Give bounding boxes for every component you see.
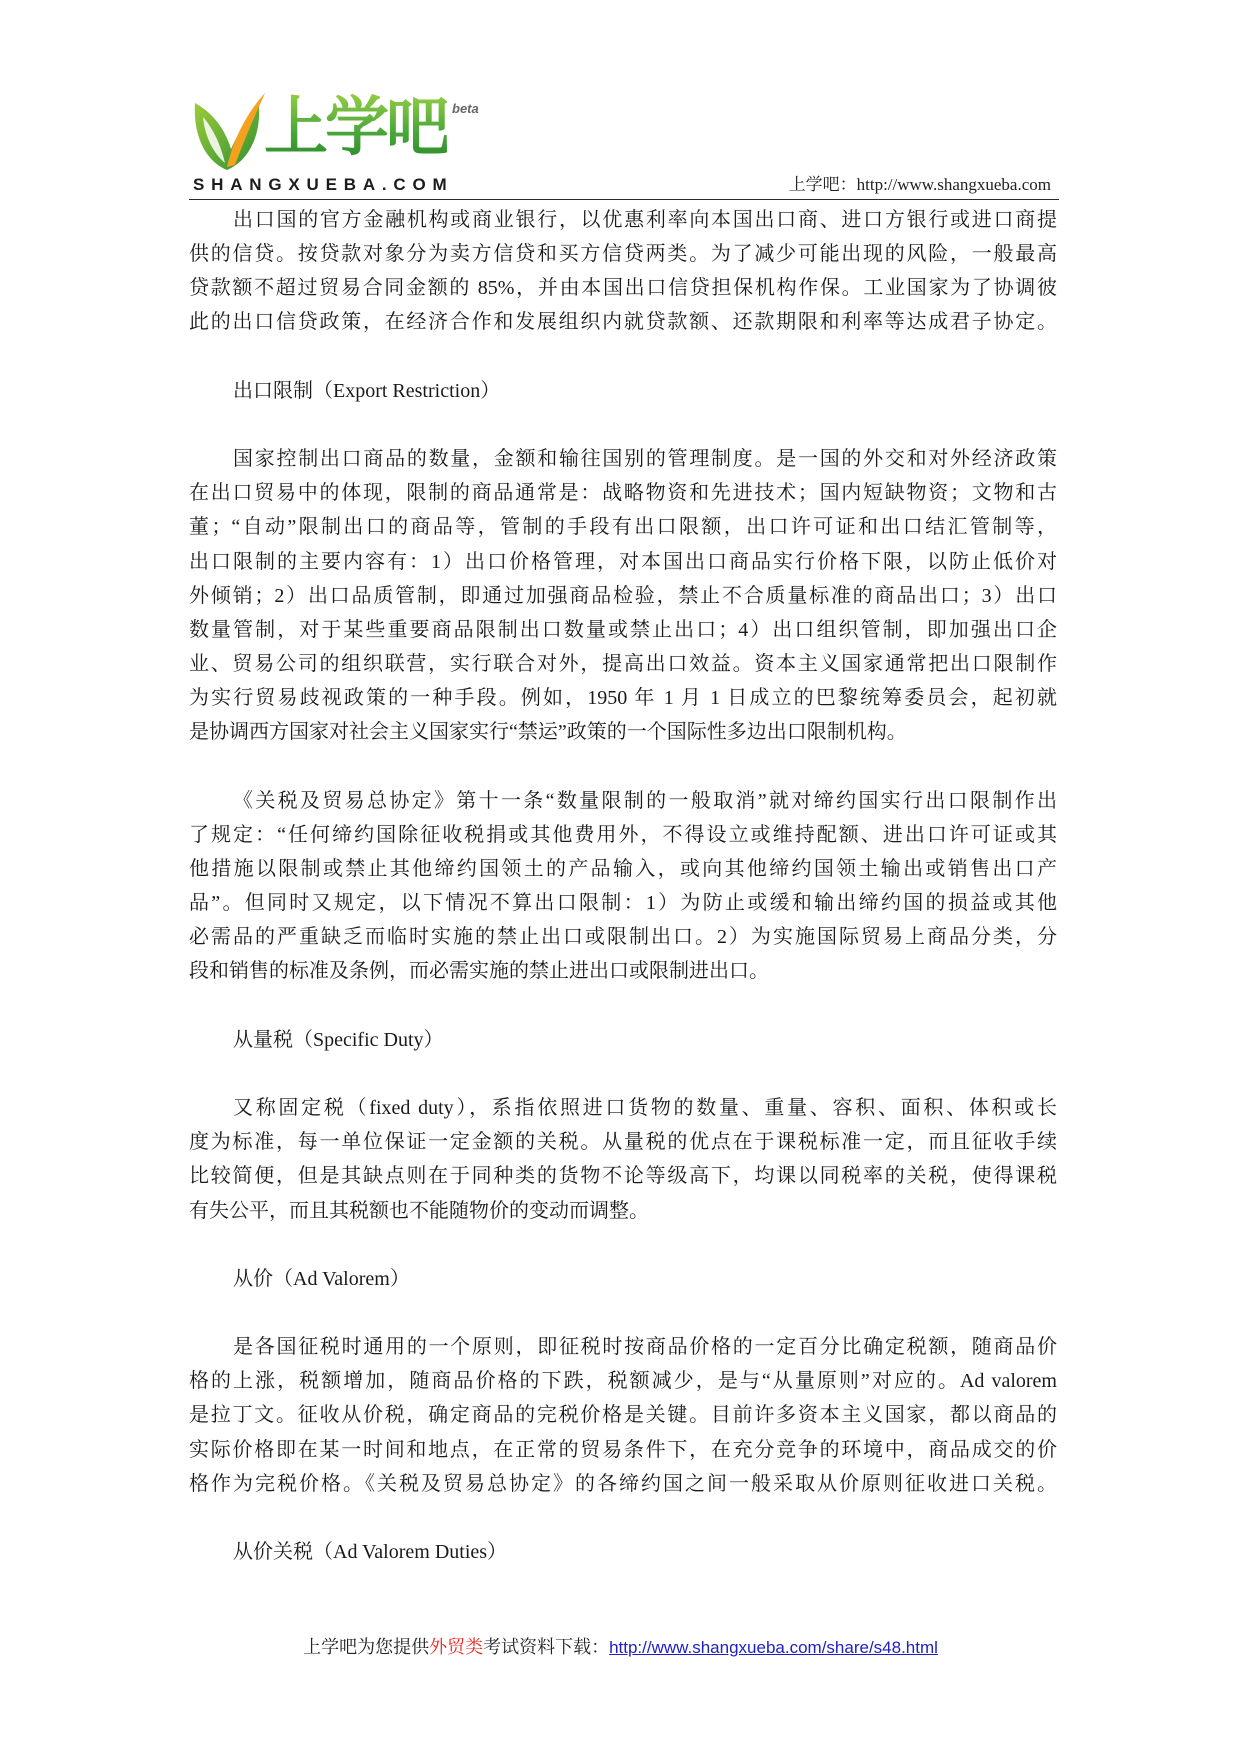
paragraph-line: 是协调西方国家对社会主义国家实行“禁运”政策的一个国际性多边出口限制机构。 xyxy=(189,721,907,744)
paragraph-line: 必需品的严重缺乏而临时实施的禁止出口或限制出口。2）为实施国际贸易上商品分类，分 xyxy=(189,926,1057,949)
paragraph-line: 比较简便，但是其缺点则在于同种类的货物不论等级高下，均课以同税率的关税，使得课税 xyxy=(189,1165,1057,1188)
section-heading: 出口限制（Export Restriction） xyxy=(233,379,501,402)
download-link[interactable]: http://www.shangxueba.com/share/s48.html xyxy=(609,1638,938,1657)
leaf-logo-icon xyxy=(191,91,267,171)
paragraph-line: 是拉丁文。征收从价税，确定商品的完税价格是关键。目前许多资本主义国家，都以商品的 xyxy=(189,1404,1057,1427)
paragraph-line: 实际价格即在某一时间和地点，在正常的贸易条件下，在充分竞争的环境中，商品成交的价 xyxy=(189,1438,1057,1461)
section-specific-duty xyxy=(189,1023,1057,1228)
footer-suffix: 考试资料下载： xyxy=(483,1637,610,1657)
section-export-restriction xyxy=(189,374,1057,989)
paragraph-line: 了规定：“任何缔约国除征收税捐或其他费用外，不得设立或维持配额、进出口许可证或其 xyxy=(189,823,1057,846)
section-heading: 从价（Ad Valorem） xyxy=(233,1267,410,1290)
logo-wordmark: 上学吧 xyxy=(264,91,447,165)
paragraph-line: 是各国征税时通用的一个原则，即征税时按商品价格的一定百分比确定税额，随商品价 xyxy=(233,1336,1057,1359)
paragraph-line: 度为标准，每一单位保证一定金额的关税。从量税的优点在于课税标准一定，而且征收手续 xyxy=(189,1131,1057,1154)
paragraph xyxy=(189,442,1057,749)
paragraph-line: 国家控制出口商品的数量，金额和输往国别的管理制度。是一国的外交和对外经济政策 xyxy=(233,448,1057,471)
paragraph-line: 外倾销；2）出口品质管制，即通过加强商品检验，禁止不合质量标准的商品出口；3）出口 xyxy=(189,584,1057,607)
section-ad-valorem-duties xyxy=(189,1535,1057,1569)
paragraph xyxy=(189,1330,1057,1501)
logo-domain: SHANGXUEBA.COM xyxy=(193,175,454,194)
header-divider xyxy=(189,199,1059,200)
beta-badge: beta xyxy=(452,101,479,116)
footer-category: 外贸类 xyxy=(429,1637,484,1657)
paragraph-line: 他措施以限制或禁止其他缔约国领土的产品输入，或向其他缔约国领土输出或销售出口产 xyxy=(189,857,1057,880)
paragraph-line: 又称固定税（fixed duty），系指依照进口货物的数量、重量、容积、面积、体积或长 xyxy=(233,1097,1057,1120)
article-body xyxy=(189,203,1057,1569)
paragraph-line: 数量管制，对于某些重要商品限制出口数量或禁止出口；4）出口组织管制，即加强出口企 xyxy=(189,618,1057,641)
paragraph-line: 段和销售的标准及条例，而必需实施的禁止进出口或限制进出口。 xyxy=(189,960,769,983)
paragraph-line: 为实行贸易歧视政策的一种手段。例如，1950 年 1 月 1 日成立的巴黎统筹委员会，起初就 xyxy=(189,687,1057,710)
paragraph-line: 出口限制的主要内容有：1）出口价格管理，对本国出口商品实行价格下限，以防止低价对 xyxy=(189,550,1057,573)
section-heading: 从量税（Specific Duty） xyxy=(233,1028,444,1051)
paragraph-line: 此的出口信贷政策，在经济合作和发展组织内就贷款额、还款期限和利率等达成君子协定。 xyxy=(189,311,1057,334)
paragraph xyxy=(189,784,1057,989)
paragraph-line: 有失公平，而且其税额也不能随物价的变动而调整。 xyxy=(189,1199,649,1222)
paragraph-line: 供的信贷。按贷款对象分为卖方信贷和买方信贷两类。为了减少可能出现的风险，一般最高 xyxy=(189,243,1057,266)
paragraph-line: 在出口贸易中的体现，限制的商品通常是：战略物资和先进技术；国内短缺物资；文物和古 xyxy=(189,482,1057,505)
site-logo xyxy=(0,0,520,200)
paragraph-line: 格的上涨，税额增加，随商品价格的下跌，税额减少，是与“从量原则”对应的。Ad valorem xyxy=(189,1370,1057,1393)
footer-prefix: 上学吧为您提供 xyxy=(303,1637,430,1657)
paragraph-line: 业、贸易公司的组织联营，实行联合对外，提高出口效益。资本主义国家通常把出口限制作 xyxy=(189,653,1057,676)
paragraph-intro xyxy=(189,203,1057,340)
section-heading: 从价关税（Ad Valorem Duties） xyxy=(233,1541,508,1564)
paragraph-line: 贷款额不超过贸易合同金额的 85%，并由本国出口信贷担保机构作保。工业国家为了协调彼 xyxy=(189,277,1057,300)
paragraph-line: 董；“自动”限制出口的商品等，管制的手段有出口限额，出口许可证和出口结汇管制等， xyxy=(189,516,1057,539)
paragraph-line: 品”。但同时又规定，以下情况不算出口限制：1）为防止或缓和输出缔约国的损益或其他 xyxy=(189,892,1057,915)
paragraph-line: 《关税及贸易总协定》第十一条“数量限制的一般取消”就对缔约国实行出口限制作出 xyxy=(233,789,1057,812)
section-ad-valorem xyxy=(189,1262,1057,1501)
page-footer xyxy=(0,1636,1241,1659)
paragraph-line: 格作为完税价格。《关税及贸易总协定》的各缔约国之间一般采取从价原则征收进口关税。 xyxy=(189,1472,1057,1495)
paragraph-line: 出口国的官方金融机构或商业银行，以优惠利率向本国出口商、进口方银行或进口商提 xyxy=(233,209,1057,231)
header-site-label: 上学吧：http://www.shangxueba.com xyxy=(788,175,1051,194)
paragraph xyxy=(189,1091,1057,1228)
